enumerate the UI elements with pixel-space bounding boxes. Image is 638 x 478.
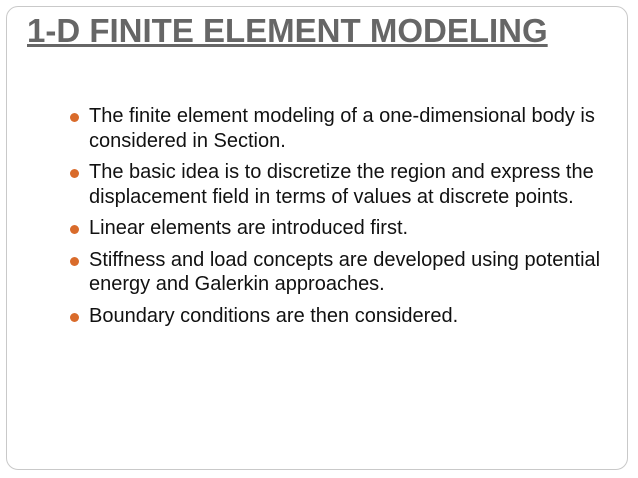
bullet-text: The basic idea is to discretize the region and express the displacement field in terms of values at discrete points. (89, 161, 594, 208)
bullet-item (70, 304, 610, 329)
bullet-item (70, 160, 610, 209)
slide-title: 1-D FINITE ELEMENT MODELING (27, 12, 548, 49)
bullet-dot-icon (70, 257, 79, 266)
bullet-item (70, 248, 610, 297)
bullet-text: The finite element modeling of a one-dimensional body is considered in Section. (89, 105, 595, 152)
bullet-list (70, 104, 610, 335)
bullet-dot-icon (70, 225, 79, 234)
bullet-dot-icon (70, 313, 79, 322)
bullet-item (70, 104, 610, 153)
bullet-text: Boundary conditions are then considered. (89, 304, 459, 327)
bullet-item (70, 216, 610, 241)
bullet-text: Linear elements are introduced first. (89, 217, 409, 239)
bullet-dot-icon (70, 169, 79, 178)
bullet-text: Stiffness and load concepts are developed using potential energy and Galerkin approaches. (89, 248, 601, 295)
bullet-dot-icon (70, 113, 79, 122)
